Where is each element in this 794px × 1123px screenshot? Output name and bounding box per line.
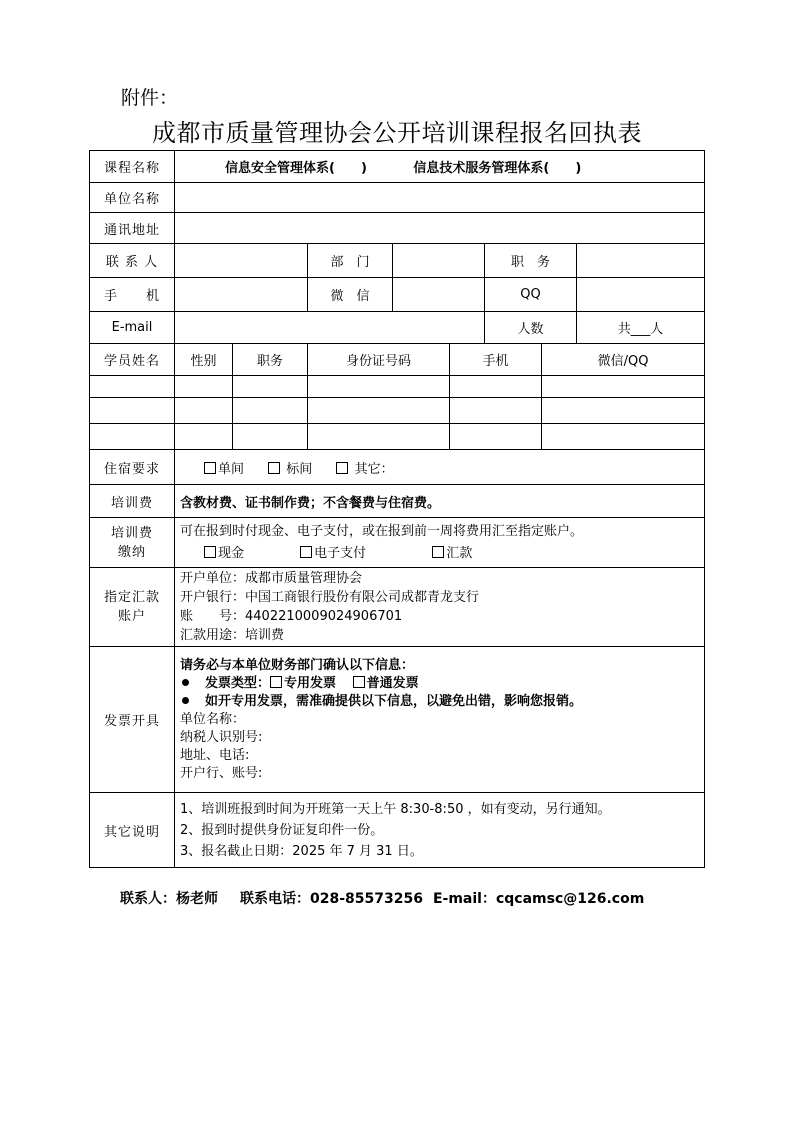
accommodation-standard-option[interactable]: 标间: [268, 462, 312, 477]
invoice-unit-name-field[interactable]: 单位名称：: [180, 711, 246, 727]
student-name-cell[interactable]: [90, 424, 175, 450]
student-id-header: 身份证号码: [308, 344, 450, 376]
payment-row: [90, 518, 705, 568]
course-option-itsm[interactable]: 信息技术服务管理体系( ): [413, 161, 582, 176]
position-label: 职 务: [485, 244, 577, 278]
invoice-special-note: 如开专用发票，需准确提供以下信息，以避免出错，影响您报销。: [180, 693, 699, 711]
qq-field[interactable]: [577, 278, 705, 312]
account-bank: 开户银行：中国工商银行股份有限公司成都青龙支行: [180, 590, 480, 605]
contact-person-field[interactable]: [175, 244, 308, 278]
unit-name-row: [90, 183, 705, 213]
student-wechat-qq-cell[interactable]: [542, 376, 705, 398]
invoice-taxpayer-id-field[interactable]: 纳税人识别号:: [180, 729, 263, 745]
invoice-row: [90, 647, 705, 793]
fee-row: [90, 485, 705, 518]
wechat-label: 微 信: [308, 278, 393, 312]
student-position-cell[interactable]: [233, 398, 308, 424]
accommodation-other-option[interactable]: 其它：: [336, 462, 393, 477]
student-name-cell[interactable]: [90, 398, 175, 424]
invoice-special-option[interactable]: 专用发票: [270, 676, 336, 691]
wechat-field[interactable]: [393, 278, 485, 312]
address-field[interactable]: [175, 213, 705, 244]
footer-email[interactable]: E-mail：cqcamsc@126.com: [432, 891, 645, 907]
notes-label: 其它说明: [90, 793, 175, 868]
checkbox-icon[interactable]: [270, 676, 282, 688]
email-field[interactable]: [175, 312, 485, 344]
department-label: 部 门: [308, 244, 393, 278]
note-item: 1、培训班报到时间为开班第一天上午 8:30-8:50 ，如有变动，另行通知。: [180, 801, 611, 817]
invoice-address-phone-field[interactable]: 地址、电话:: [180, 747, 250, 763]
student-name-header: 学员姓名: [90, 344, 175, 376]
student-id-cell[interactable]: [308, 376, 450, 398]
student-row: [90, 376, 705, 398]
account-label: 指定汇款 账户: [90, 568, 175, 647]
notes-row: [90, 793, 705, 868]
count-field[interactable]: 共___人: [577, 312, 705, 344]
invoice-label: 发票开具: [90, 647, 175, 793]
checkbox-icon[interactable]: [204, 462, 216, 474]
bullet-icon: [182, 679, 189, 686]
student-position-header: 职务: [233, 344, 308, 376]
student-row: [90, 424, 705, 450]
bullet-icon: [182, 697, 189, 704]
payment-transfer-option[interactable]: 汇款: [432, 546, 472, 561]
mobile-label: 手 机: [90, 278, 175, 312]
note-item: 3、报名截止日期：2025 年 7 月 31 日。: [180, 843, 423, 859]
page-title: 成都市质量管理协会公开培训课程报名回执表: [152, 119, 642, 147]
footer-contact: [120, 889, 666, 909]
student-mobile-header: 手机: [450, 344, 542, 376]
checkbox-icon[interactable]: [204, 546, 216, 558]
student-id-cell[interactable]: [308, 398, 450, 424]
student-gender-cell[interactable]: [175, 424, 233, 450]
checkbox-icon[interactable]: [432, 546, 444, 558]
payment-text: 可在报到时付现金、电子支付，或在报到前一周将费用汇至指定账户。: [180, 524, 584, 539]
student-wechat-qq-cell[interactable]: [542, 424, 705, 450]
email-row: [90, 312, 705, 344]
accommodation-label: 住宿要求: [90, 450, 175, 485]
student-position-cell[interactable]: [233, 424, 308, 450]
accommodation-single-option[interactable]: 单间: [204, 462, 244, 477]
invoice-notice: 请务必与本单位财务部门确认以下信息：: [180, 657, 415, 673]
checkbox-icon[interactable]: [300, 546, 312, 558]
account-row: [90, 568, 705, 647]
fee-text: 含教材费、证书制作费；不含餐费与住宿费。: [175, 485, 705, 518]
checkbox-icon[interactable]: [268, 462, 280, 474]
student-wechat-qq-header: 微信/QQ: [542, 344, 705, 376]
student-mobile-cell[interactable]: [450, 398, 542, 424]
invoice-bank-account-field[interactable]: 开户行、账号:: [180, 765, 263, 781]
mobile-row: [90, 278, 705, 312]
count-label: 人数: [485, 312, 577, 344]
fee-label: 培训费: [90, 485, 175, 518]
student-wechat-qq-cell[interactable]: [542, 398, 705, 424]
accommodation-row: [90, 450, 705, 485]
mobile-field[interactable]: [175, 278, 308, 312]
student-id-cell[interactable]: [308, 424, 450, 450]
contact-person-label: 联 系 人: [90, 244, 175, 278]
students-header-row: [90, 344, 705, 376]
checkbox-icon[interactable]: [336, 462, 348, 474]
payment-electronic-option[interactable]: 电子支付: [300, 546, 366, 561]
student-row: [90, 398, 705, 424]
course-label: 课程名称: [90, 151, 175, 183]
student-name-cell[interactable]: [90, 376, 175, 398]
student-gender-cell[interactable]: [175, 376, 233, 398]
address-label: 通讯地址: [90, 213, 175, 244]
unit-name-field[interactable]: [175, 183, 705, 213]
payment-cash-option[interactable]: 现金: [204, 546, 244, 561]
student-gender-header: 性别: [175, 344, 233, 376]
footer-contact-person: 联系人：杨老师: [120, 891, 218, 907]
course-option-infosec[interactable]: 信息安全管理体系( ): [225, 161, 367, 176]
position-field[interactable]: [577, 244, 705, 278]
footer-phone: 联系电话：028-85573256: [240, 891, 423, 907]
email-label: E-mail: [90, 312, 175, 344]
department-field[interactable]: [393, 244, 485, 278]
student-mobile-cell[interactable]: [450, 376, 542, 398]
attachment-label: 附件：: [121, 87, 179, 109]
account-number: 账 号：4402210009024906701: [180, 609, 403, 624]
checkbox-icon[interactable]: [353, 676, 365, 688]
student-gender-cell[interactable]: [175, 398, 233, 424]
contact-row: [90, 244, 705, 278]
student-position-cell[interactable]: [233, 376, 308, 398]
invoice-normal-option[interactable]: 普通发票: [353, 676, 419, 691]
registration-form: [89, 150, 705, 868]
invoice-type-line: 发票类型： 专用发票 普通发票: [180, 675, 699, 693]
student-mobile-cell[interactable]: [450, 424, 542, 450]
unit-name-label: 单位名称: [90, 183, 175, 213]
account-purpose: 汇款用途：培训费: [180, 628, 285, 643]
payment-label: 培训费 缴纳: [90, 518, 175, 568]
account-holder: 开户单位：成都市质量管理协会: [180, 571, 363, 586]
note-item: 2、报到时提供身份证复印件一份。: [180, 822, 384, 838]
course-row: [90, 151, 705, 183]
qq-label: QQ: [485, 278, 577, 312]
address-row: [90, 213, 705, 244]
